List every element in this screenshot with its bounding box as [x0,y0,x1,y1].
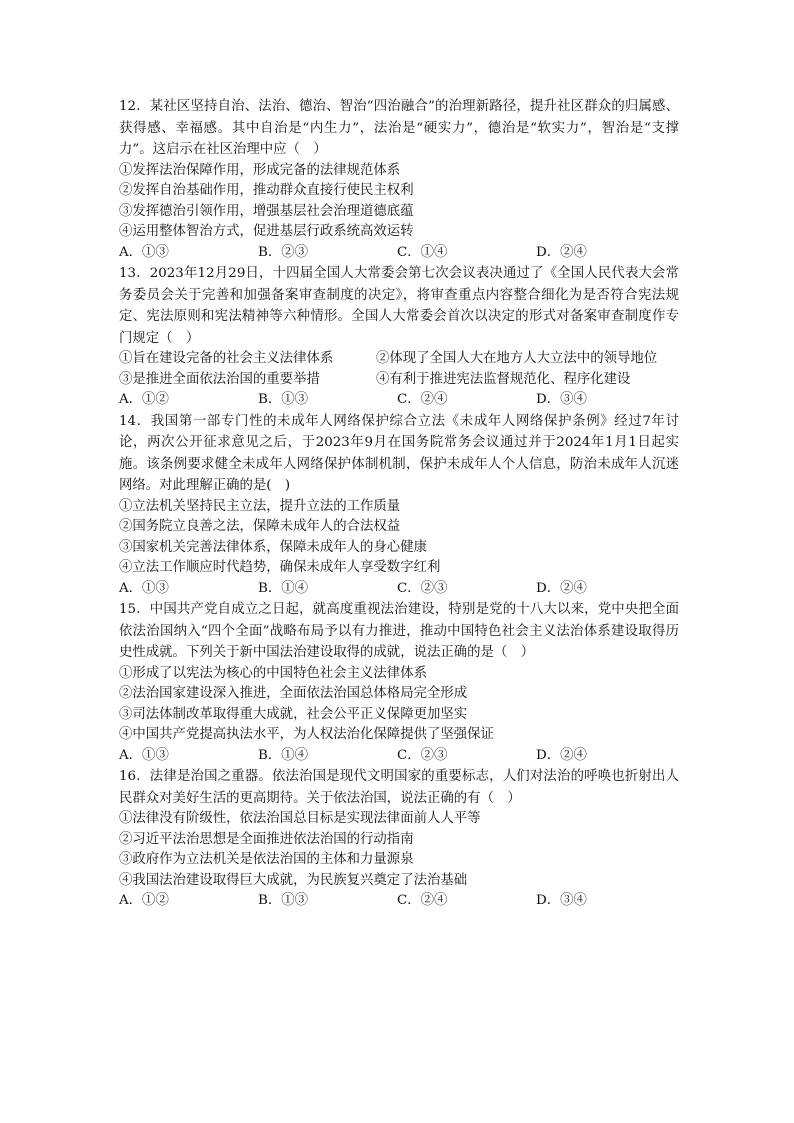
choice-c[interactable]: C．②③ [397,747,448,763]
choice-d[interactable]: D．③④ [536,392,587,407]
answer-choices [119,243,679,264]
question-13 [119,263,679,411]
choice-a[interactable]: A．①② [119,392,169,407]
choice-d[interactable]: D．②④ [536,244,587,260]
answer-choices [119,390,679,411]
statement-3: ③是推进全面依法治国的重要举措 [119,371,320,387]
statement-grid [119,349,679,390]
choice-a[interactable]: A．①③ [119,747,169,763]
statement-4: ④运用整体智治方式，促进基层行政系统高效运转 [119,224,414,239]
choice-d[interactable]: D．③④ [536,893,587,908]
question-list [119,96,679,912]
statement-4: ④我国法治建设取得巨大成就，为民族复兴奠定了法治基础 [119,872,468,888]
choice-b[interactable]: B．①④ [258,580,309,596]
statement-1: ①法律没有阶级性，依法治国总目标是实现法律面前人人平等 [119,811,481,826]
statement-3: ③政府作为立法机关是依法治国的主体和力量源泉 [119,852,414,867]
statement-4: ④立法工作顺应时代趋势，确保未成年人享受数字红利 [119,560,441,575]
question-stem: 16．法律是治国之重器。依法治国是现代文明国家的重要标志，人们对法治的呼唤也折射出人民群众对美好生活的更高期待。关于依法治国，说法正确的有（ ） [119,769,679,806]
statement-3: ③发挥德治引领作用，增强基层社会治理道德底蕴 [119,203,414,219]
answer-choices [119,579,679,600]
statement-2: ②体现了全国人大在地方人大立法中的领导地位 [376,351,658,366]
statement-2: ②法治国家建设深入推进，全面依法治国总体格局完全形成 [119,686,468,701]
choice-d[interactable]: D．②④ [536,580,587,596]
statement-1: ①发挥法治保障作用，形成完备的法律规范体系 [119,162,401,178]
choice-c[interactable]: C．②④ [397,893,448,908]
answer-choices [119,746,679,767]
question-stem: 13．2023年12月29日，十四届全国人大常委会第七次会议表决通过了《全国人民代表大会常务委员会关于完善和加强备案审查制度的决定》，将审查重点内容整合细化为是否符合宪法规定、宪法原则和宪法精神等六种情形。全国人大常委会首次以决定的形式对备案审查制度作专门规定（ ） [119,266,679,346]
statement-4: ④有利于推进宪法监督规范化、程序化建设 [376,371,631,387]
statement-3: ③司法体制改革取得重大成就，社会公平正义保障更加坚实 [119,706,468,722]
choice-b[interactable]: B．②③ [258,244,309,260]
statement-2: ②习近平法治思想是全面推进依法治国的行动指南 [119,831,414,847]
statement-2: ②国务院立良善之法，保障未成年人的合法权益 [119,519,401,534]
question-15 [119,599,679,766]
choice-a[interactable]: A．①③ [119,580,169,596]
answer-choices [119,891,679,912]
statement-4: ④中国共产党提高执法水平，为人权法治化保障提供了坚强保证 [119,727,494,742]
choice-b[interactable]: B．①③ [258,392,309,407]
statement-2: ②发挥自治基础作用，推动群众直接行使民主权利 [119,183,414,198]
choice-b[interactable]: B．①③ [258,893,309,908]
choice-a[interactable]: A．①③ [119,244,169,260]
choice-b[interactable]: B．①④ [258,747,309,763]
question-12 [119,96,679,263]
choice-a[interactable]: A．①② [119,893,169,908]
choice-d[interactable]: D．②④ [536,747,587,763]
question-stem: 15．中国共产党自成立之日起，就高度重视法治建设，特别是党的十八大以来，党中央把全面依法治国纳入“四个全面”战略布局予以有力推进，推动中国特色社会主义法治体系建设取得历史性成就。下列关于新中国法治建设取得的成就，说法正确的是（ ） [119,602,679,660]
statement-1: ①旨在建设完备的社会主义法律体系 [119,351,334,366]
question-14 [119,411,679,600]
question-16 [119,766,679,912]
question-stem: 14．我国第一部专门性的未成年人网络保护综合立法《未成年人网络保护条例》经过7年讨论，两次公开征求意见之后，于2023年9月在国务院常务会议通过并于2024年1月1日起实施。该条例要求健全未成年人网络保护体制机制，保护未成年人个人信息，防治未成年人沉迷网络。对此理解正确的是( ) [119,413,679,493]
statement-3: ③国家机关完善法律体系，保障未成年人的身心健康 [119,539,427,555]
choice-c[interactable]: C．①④ [397,244,448,260]
statement-1: ①形成了以宪法为核心的中国特色社会主义法律体系 [119,665,427,681]
question-stem: 12．某社区坚持自治、法治、德治、智治“四治融合”的治理新路径，提升社区群众的归属感、获得感、幸福感。其中自治是“内生力”，法治是“硬实力”，德治是“软实力”，智治是“支撑力”。这启示在社区治理中应（ ） [119,99,679,157]
choice-c[interactable]: C．②③ [397,580,448,596]
choice-c[interactable]: C．②④ [397,392,448,407]
statement-1: ①立法机关坚持民主立法，提升立法的工作质量 [119,498,401,514]
